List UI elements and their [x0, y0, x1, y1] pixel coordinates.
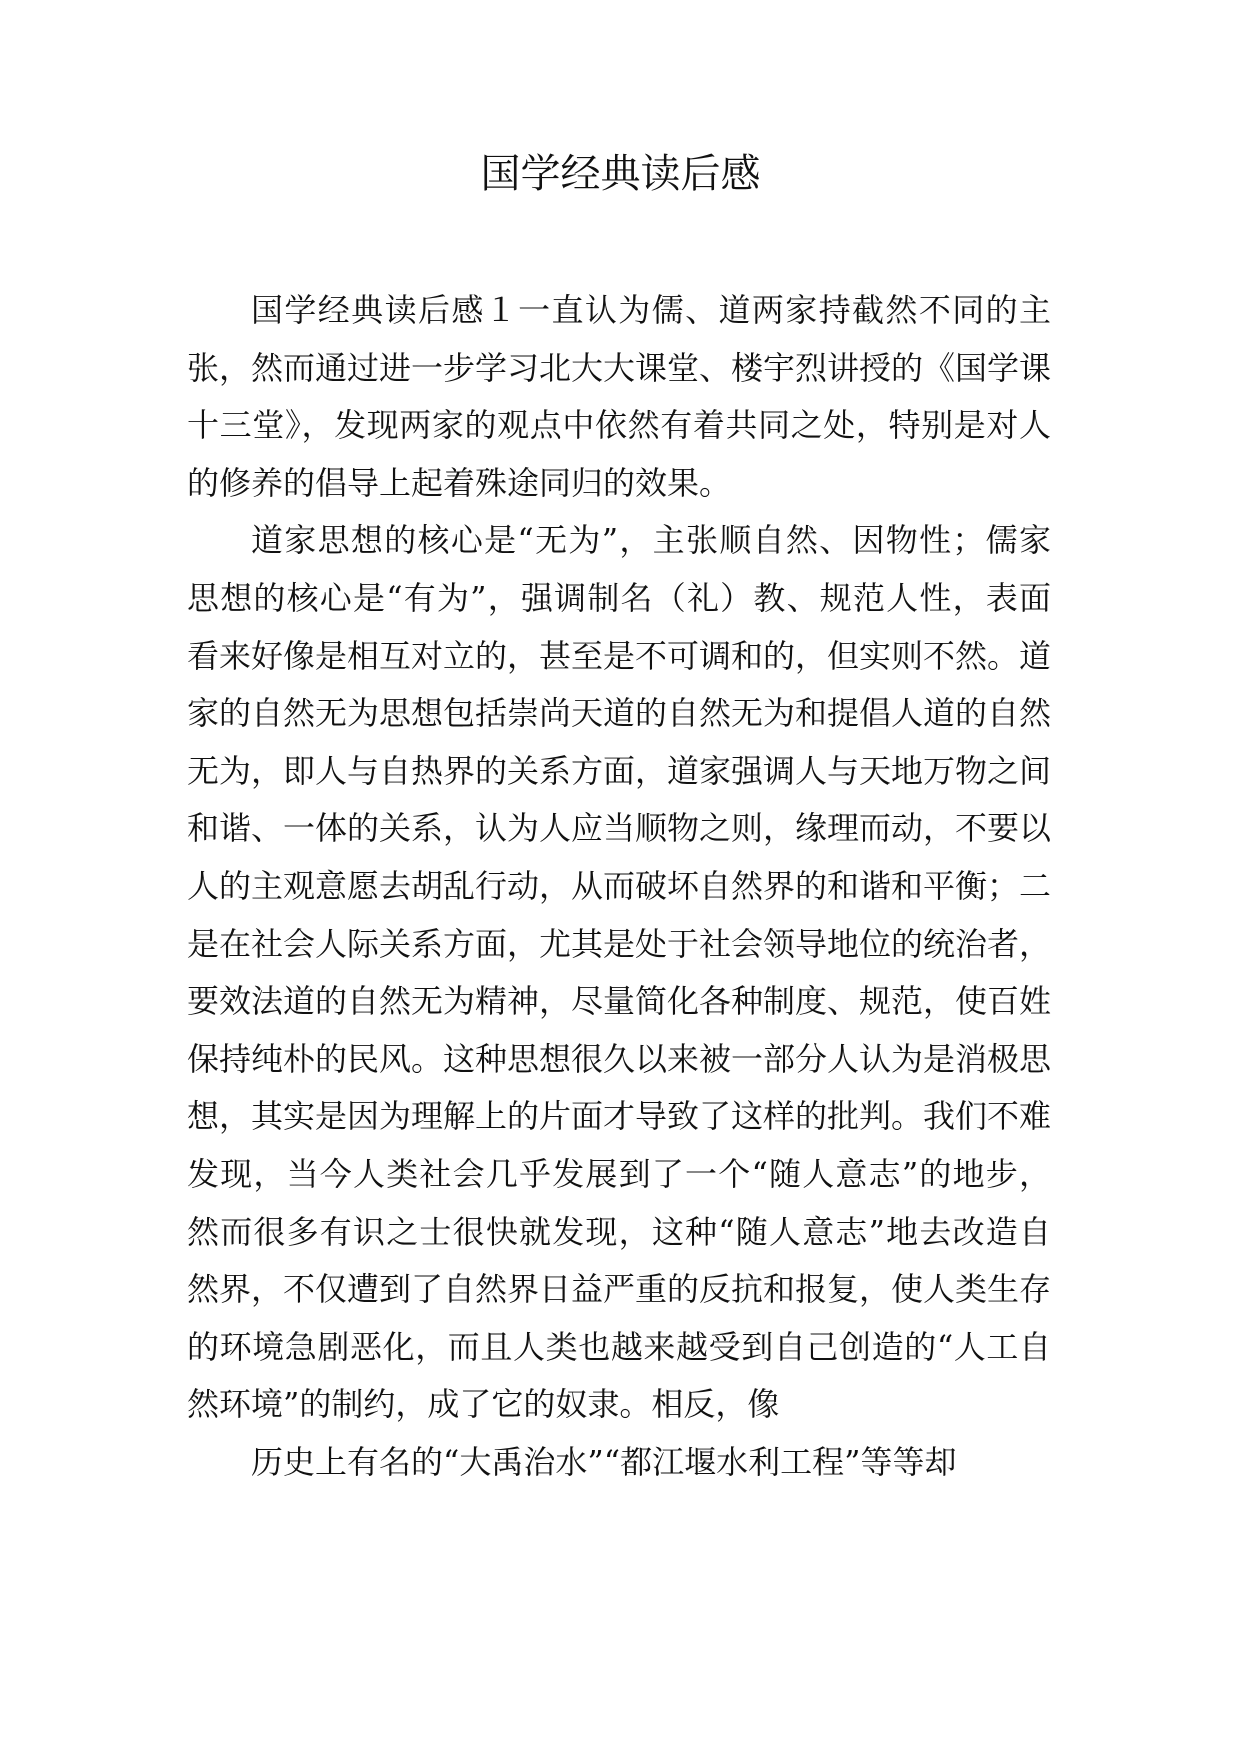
document-title: 国学经典读后感 — [480, 151, 761, 197]
document-body — [187, 282, 1051, 1491]
paragraph-1: 国学经典读后感１一直认为儒、道两家持截然不同的主张，然而通过进一步学习北大大课堂、楼宇烈讲授的《国学课十三堂》，发现两家的观点中依然有着共同之处，特别是对人的修养的倡导上起着殊途同归的效果。 — [187, 291, 1052, 502]
paragraph-2: 道家思想的核心是“无为”，主张顺自然、因物性；儒家思想的核心是“有为”，强调制名（礼）教、规范人性，表面看来好像是相互对立的，甚至是不可调和的，但实则不然。道家的自然无为思想包括崇尚天道的自然无为和提倡人道的自然无为，即人与自热界的关系方面，道家强调人与天地万物之间和谐、一体的关系，认为人应当顺物之则，缘理而动，不要以人的主观意愿去胡乱行动，从而破坏自然界的和谐和平衡；二是在社会人际关系方面，尤其是处于社会领导地位的统治者，要效法道的自然无为精神，尽量简化各种制度、规范，使百姓保持纯朴的民风。这种思想很久以来被一部分人认为是消极思想，其实是因为理解上的片面才导致了这样的批判。我们不难发现，当今人类社会几乎发展到了一个“随人意志”的地步，然而很多有识之士很快就发现，这种“随人意志”地去改造自然界，不仅遭到了自然界日益严重的反抗和报复，使人类生存的环境急剧恶化，而且人类也越来越受到自己创造的“人工自然环境”的制约，成了它的奴隶。相反，像 — [187, 521, 1052, 1424]
paragraph-3: 历史上有名的“大禹治水”“都江堰水利工程”等等却 — [251, 1442, 957, 1481]
